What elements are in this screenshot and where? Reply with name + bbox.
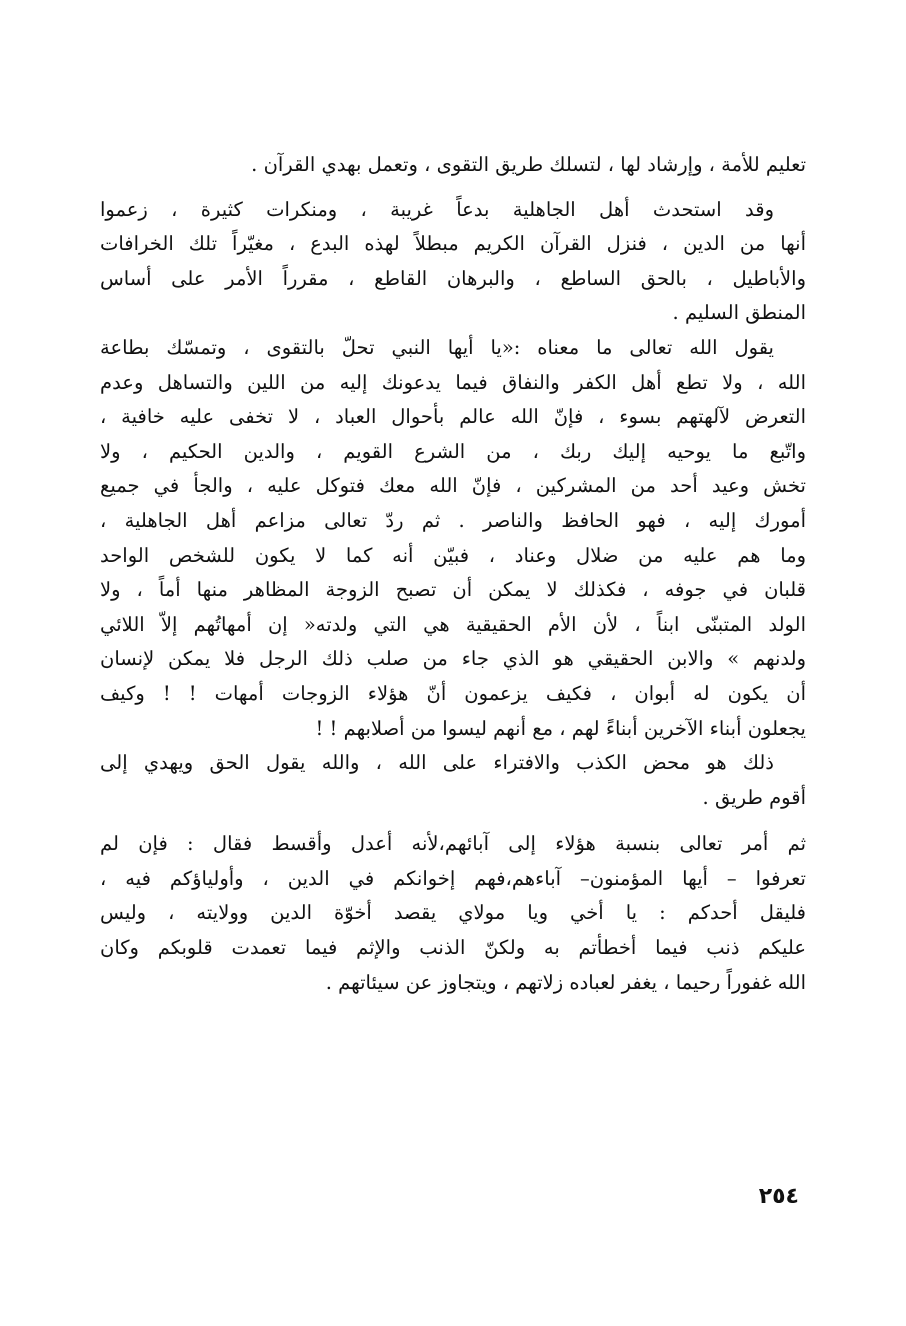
text-line: الله ، ولا تطع أهل الكفر والنفاق فيما يدعونك إليه من اللين والتساهل وعدم (100, 370, 806, 394)
paragraph-4 (100, 746, 806, 815)
text-line: تخش وعيد أحد من المشركين ، فإنّ الله معك فتوكل عليه ، والجأ في جميع (100, 474, 806, 498)
text-line: الولد المتبنّى ابناً ، لأن الأم الحقيقية هي التي ولدته« إن أمهاتُهم إلاّ اللائي (100, 612, 806, 636)
text-line: ذلك هو محض الكذب والافتراء على الله ، والله يقول الحق ويهدي إلى (100, 751, 774, 775)
text-line: والأباطيل ، بالحق الساطع ، والبرهان القاطع ، مقرراً الأمر على أساس (100, 266, 806, 290)
text-line: أنها من الدين ، فنزل القرآن الكريم مبطلاً لهذه البدع ، مغيّراً تلك الخرافات (100, 232, 806, 256)
text-line: وما هم عليه من ضلال وعناد ، فبيّن أنه كما لا يكون للشخص الواحد (100, 543, 806, 567)
text-line: المنطق السليم . (672, 301, 806, 325)
paragraph-1 (100, 148, 806, 183)
text-line: قلبان في جوفه ، فكذلك لا يمكن أن تصبح الزوجة المظاهر منها أماً ، ولا (100, 578, 806, 602)
text-line: وقد استحدث أهل الجاهلية بدعاً غريبة ، ومنكرات كثيرة ، زعموا (100, 197, 774, 221)
text-line: التعرض لآلهتهم بسوء ، فإنّ الله عالم بأحوال العباد ، لا تخفى عليه خافية ، (100, 405, 806, 429)
text-line: عليكم ذنب فيما أخطأتم به ولكنّ الذنب والإثم فيما تعمدت قلوبكم وكان (100, 936, 806, 960)
paragraph-5 (100, 827, 806, 1000)
text-line: فليقل أحدكم : يا أخي ويا مولاي يقصد أخوّة الدين وولايته ، وليس (100, 901, 806, 925)
text-line: ولدنهم » والابن الحقيقي هو الذي جاء من صلب ذلك الرجل فلا يمكن لإنسان (100, 647, 806, 671)
text-line: يجعلون أبناء الآخرين أبناءً لهم ، مع أنهم ليسوا من أصلابهم ! ! (315, 716, 806, 740)
text-line: الله غفوراً رحيما ، يغفر لعباده زلاتهم ، ويتجاوز عن سيئاتهم . (325, 970, 806, 994)
text-line: واتّبع ما يوحيه إليك ربك ، من الشرع القويم ، والدين الحكيم ، ولا (100, 439, 806, 463)
text-line: أمورك إليه ، فهو الحافظ والناصر . ثم ردّ تعالى مزاعم أهل الجاهلية ، (100, 508, 806, 532)
text-line: تعليم للأمة ، وإرشاد لها ، لتسلك طريق التقوى ، وتعمل بهدي القرآن . (251, 153, 806, 176)
text-line: ثم أمر تعالى بنسبة هؤلاء إلى آبائهم،لأنه أعدل وأقسط فقال : فإن لم (100, 832, 806, 856)
text-line: أقوم طريق . (702, 785, 806, 809)
text-line: أن يكون له أبوان ، فكيف يزعمون أنّ هؤلاء الزوجات أمهات ! ! وكيف (100, 681, 806, 705)
page-number: ٢٥٤ (758, 1184, 799, 1209)
text-line: يقول الله تعالى ما معناه :«يا أيها النبي تحلّ بالتقوى ، وتمسّك بطاعة (100, 335, 774, 359)
page-body (100, 148, 806, 1000)
paragraph-3 (100, 331, 806, 746)
text-line: تعرفوا – أيها المؤمنون– آباءهم،فهم إخوانكم في الدين ، وأولياؤكم فيه ، (100, 866, 806, 890)
paragraph-2 (100, 193, 806, 331)
